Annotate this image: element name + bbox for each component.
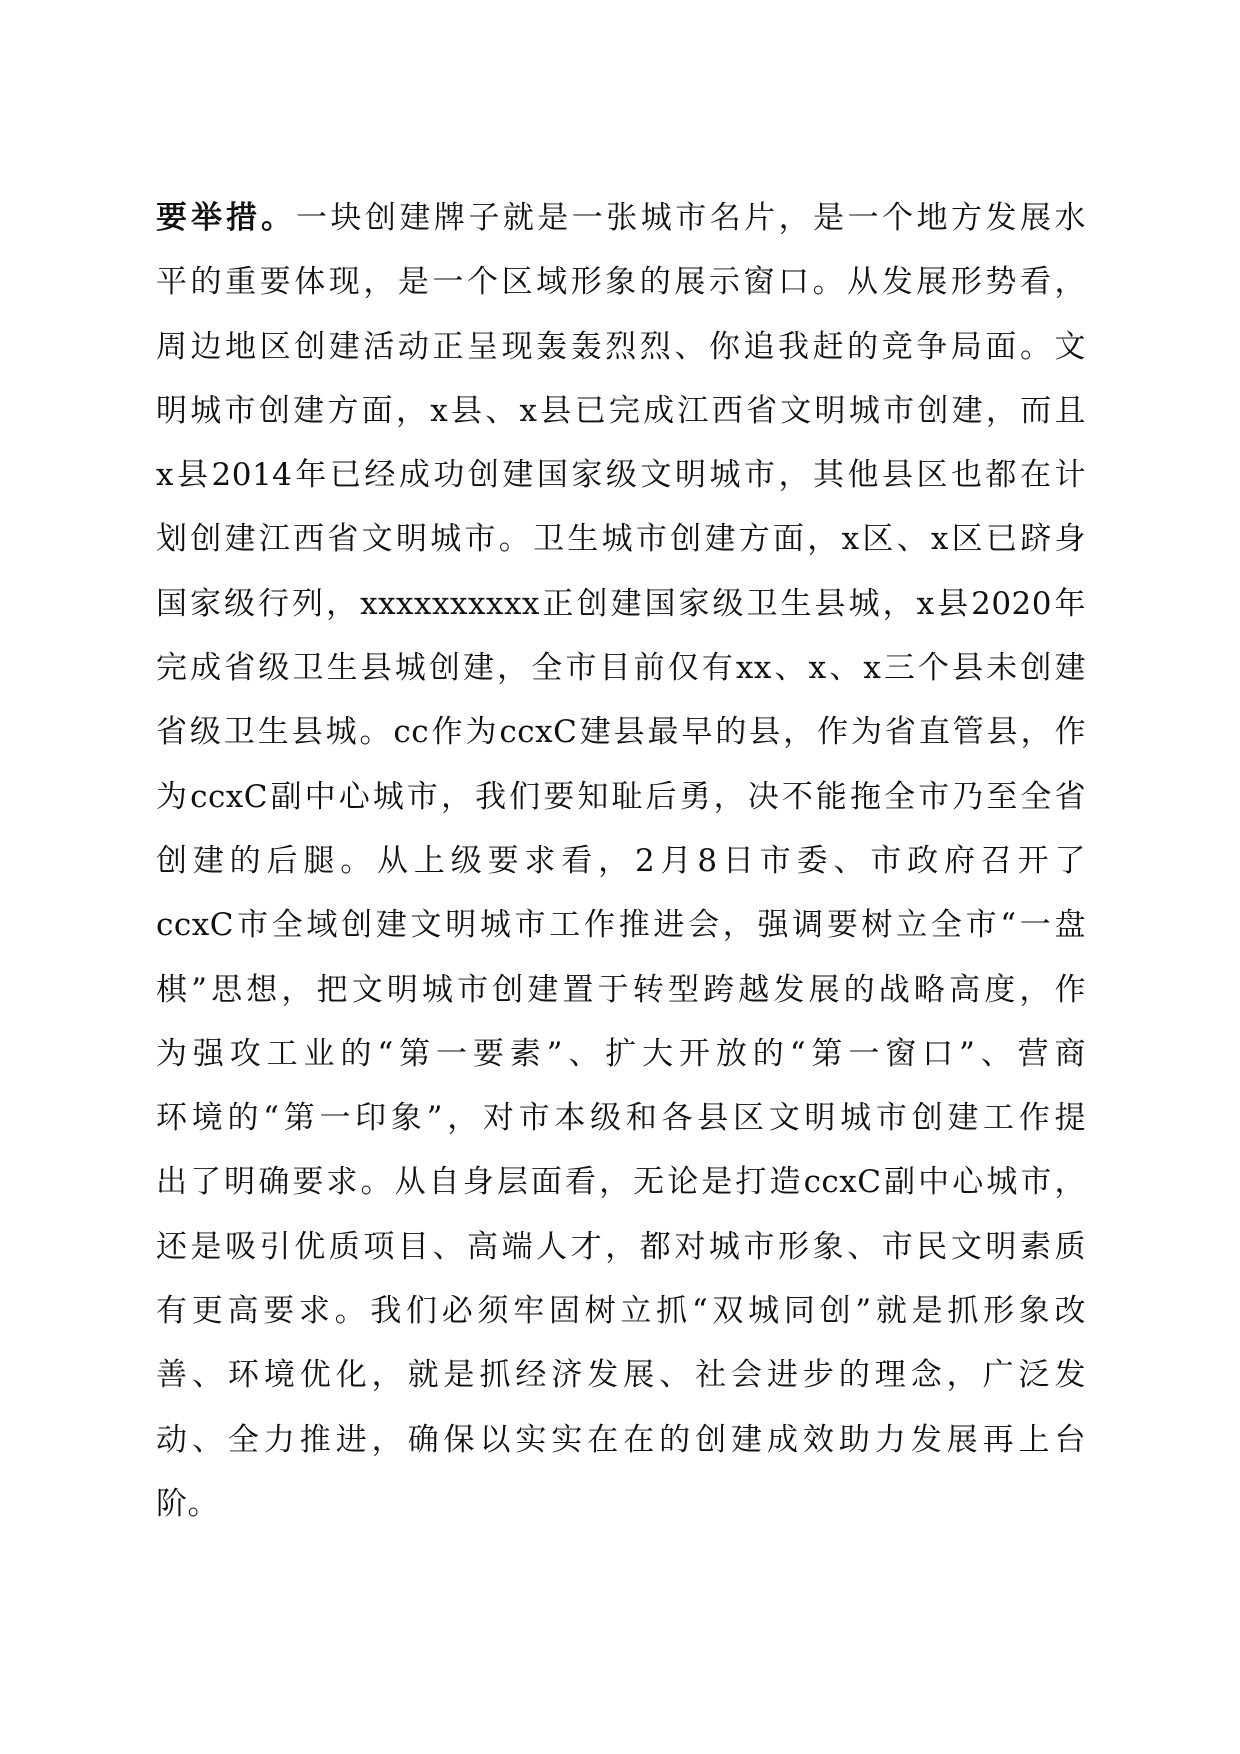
text-line-21: 阶。 [156,1485,219,1522]
text-line-5: x县2014年已经成功创建国家级文明城市，其他县区也都在计 [156,457,1086,494]
text-line-13: 棋”思想，把文明城市创建置于转型跨越发展的战略高度，作 [156,971,1086,1008]
text-line-14: 为强攻工业的“第一要素”、扩大开放的“第一窗口”、营商 [156,1035,1086,1072]
text-line-17: 还是吸引优质项目、高端人才，都对城市形象、市民文明素质 [156,1228,1086,1265]
text-line-4: 明城市创建方面，x县、x县已完成江西省文明城市创建，而且 [156,392,1086,429]
text-line-18: 有更高要求。我们必须牢固树立抓“双城同创”就是抓形象改 [156,1293,1086,1330]
text-line-6: 划创建江西省文明城市。卫生城市创建方面，x区、x区已跻身 [156,521,1086,558]
text-line-19: 善、环境优化，就是抓经济发展、社会进步的理念，广泛发 [156,1357,1086,1394]
lead-heading: 要举措。 [156,200,296,236]
text-line-15: 环境的“第一印象”，对市本级和各县区文明城市创建工作提 [156,1100,1086,1137]
text-line-16: 出了明确要求。从自身层面看，无论是打造ccxC副中心城市， [156,1164,1086,1201]
text-line-8: 完成省级卫生县城创建，全市目前仅有xx、x、x三个县未创建 [156,650,1086,687]
text-line-7: 国家级行列，xxxxxxxxxx正创建国家级卫生县城，x县2020年 [156,585,1086,622]
text-line-9: 省级卫生县城。cc作为ccxC建县最早的县，作为省直管县，作 [156,714,1086,751]
text-line-20: 动、全力推进，确保以实实在在的创建成效助力发展再上台 [156,1421,1086,1458]
text-line-11: 创建的后腿。从上级要求看，2月8日市委、市政府召开了 [156,842,1086,879]
text-line-1-rest: 一块创建牌子就是一张城市名片，是一个地方发展水 [295,200,1087,236]
text-line-10: 为ccxC副中心城市，我们要知耻后勇，决不能拖全市乃至全省 [156,778,1086,815]
text-line-1 [156,186,1086,250]
text-line-12: ccxC市全域创建文明城市工作推进会，强调要树立全市“一盘 [156,907,1086,944]
body-paragraph [156,186,1086,1536]
text-line-3: 周边地区创建活动正呈现轰轰烈烈、你追我赶的竞争局面。文 [156,328,1086,365]
text-line-2: 平的重要体现，是一个区域形象的展示窗口。从发展形势看， [156,264,1086,301]
